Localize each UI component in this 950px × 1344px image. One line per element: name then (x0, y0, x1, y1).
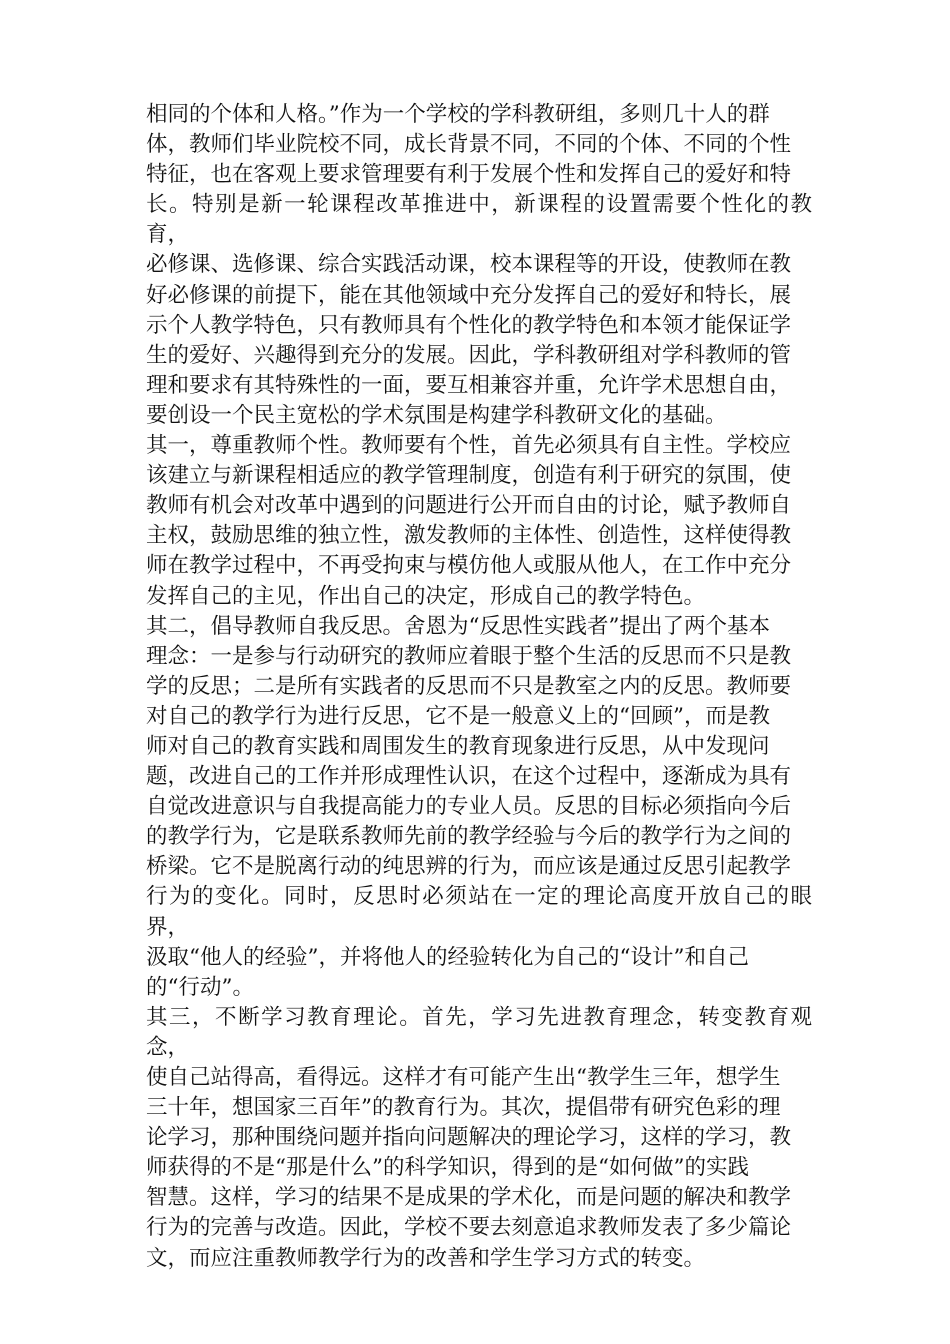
paragraph-respect-individuality: 其一，尊重教师个性。教师要有个性，首先必须具有自主性。学校应 该建立与新课程相适应的教学管理制度，创造有利于研究的氛围，使 教师有机会对改革中遇到的问题进行公开而自由的讨论，赋予教师自 主权，鼓励思维的独立性，激发教师的主体性、创造性，这样使得教 师在教学过程中，不再受拘束与模仿他人或服从他人，在工作中充分 发挥自己的主见，作出自己的决定，形成自己的教学特色。 (146, 433, 792, 609)
paragraph-self-reflection: 其二，倡导教师自我反思。舍恩为“反思性实践者”提出了两个基本 理念：一是参与行动研究的教师应着眼于整个生活的反思而不只是教 学的反思；二是所有实践者的反思而不只是教室之内的反思。教师要 对自己的教学行为进行反思，它不是一般意义上的“回顾”，而是教 师对自己的教育实践和周围发生的教育现象进行反思，从中发现问 题，改进自己的工作并形成理性认识，在这个过程中，逐渐成为具有 自觉改进意识与自我提高能力的专业人员。反思的目标必须指向今后 的教学行为，它是联系教师先前的教学经验与今后的教学行为之间的 桥梁。它不是脱离行动的纯思辨的行为，而应该是通过反思引起教学 行为的变化。同时，反思时必须站在一定的理论高度开放自己的眼界， 汲取“他人的经验”，并将他人的经验转化为自己的“设计”和自己 的“行动”。 (146, 613, 812, 1000)
paragraph-learn-theory: 其三，不断学习教育理论。首先，学习先进教育理念，转变教育观念， 使自己站得高，看得远。这样才有可能产生出“教学生三年，想学生 三十年，想国家三百年”的教育行为。其次，提倡带有研究色彩的理 论学习，那种围绕问题并指向问题解决的理论学习，这样的学习，教 师获得的不是“那是什么”的科学知识，得到的是“如何做”的实践 智慧。这样，学习的结果不是成果的学术化，而是问题的解决和教学 行为的完善与改造。因此，学校不要去刻意追求教师发表了多少篇论 文，而应注重教师教学行为的改善和学生学习方式的转变。 (146, 1004, 812, 1271)
paragraph-intro: 相同的个体和人格。”作为一个学校的学科教研组，多则几十人的群 体，教师们毕业院校不同，成长背景不同，不同的个体、不同的个性 特征，也在客观上要求管理要有利于发展个性和发挥自己的爱好和特 长。特别是新一轮课程改革推进中，新课程的设置需要个性化的教育， 必修课、选修课、综合实践活动课，校本课程等的开设，使教师在教 好必修课的前提下，能在其他领域中充分发挥自己的爱好和特长，展 示个人教学特色，只有教师具有个性化的教学特色和本领才能保证学 生的爱好、兴趣得到充分的发展。因此，学科教研组对学科教师的管 理和要求有其特殊性的一面，要互相兼容并重，允许学术思想自由， 要创设一个民主宽松的学术氛围是构建学科教研文化的基础。 (146, 102, 812, 428)
document-body (146, 100, 812, 1274)
